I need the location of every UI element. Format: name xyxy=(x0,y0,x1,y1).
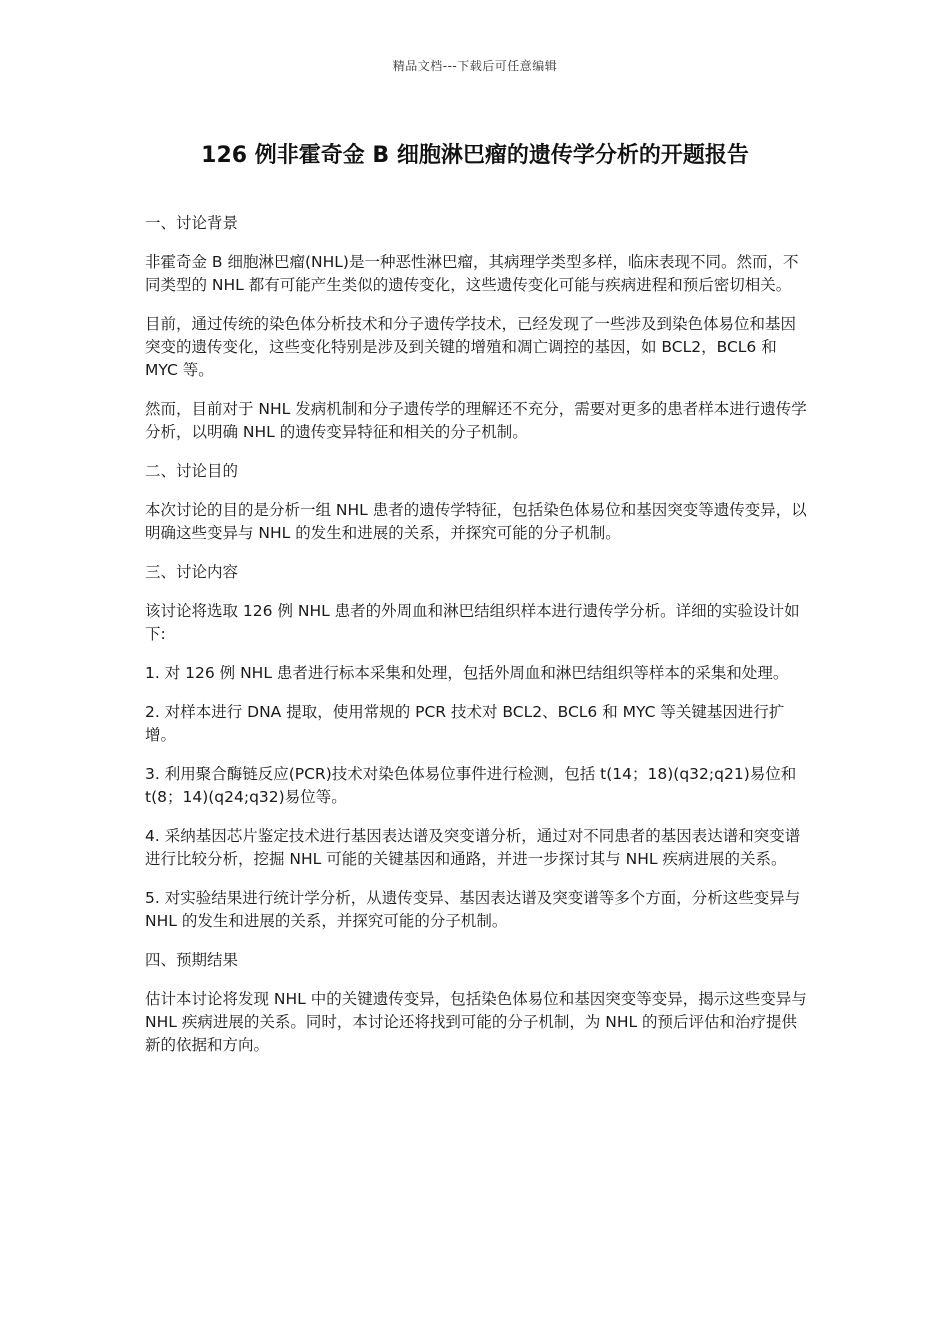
paragraph: 非霍奇金 B 细胞淋巴瘤(NHL)是一种恶性淋巴瘤，其病理学类型多样，临床表现不同。然而，不同类型的 NHL 都有可能产生类似的遗传变化，这些遗传变化可能与疾病进程和预后密切相关。 xyxy=(145,253,799,294)
paragraph: 本次讨论的目的是分析一组 NHL 患者的遗传学特征，包括染色体易位和基因突变等遗传变异，以明确这些变异与 NHL 的发生和进展的关系，并探究可能的分子机制。 xyxy=(145,501,807,542)
section-heading: 二、讨论目的 xyxy=(145,462,239,480)
section-heading: 一、讨论背景 xyxy=(145,214,239,232)
paragraph: 然而，目前对于 NHL 发病机制和分子遗传学的理解还不充分，需要对更多的患者样本进行遗传学分析，以明确 NHL 的遗传变异特征和相关的分子机制。 xyxy=(145,400,807,441)
section-background xyxy=(145,212,810,444)
paragraph: 该讨论将选取 126 例 NHL 患者的外周血和淋巴结组织样本进行遗传学分析。详细的实验设计如下: xyxy=(145,602,800,643)
section-heading: 三、讨论内容 xyxy=(145,563,239,581)
section-expected-results xyxy=(145,949,810,1057)
list-item: 1. 对 126 例 NHL 患者进行标本采集和处理，包括外周血和淋巴结组织等样本的采集和处理。 xyxy=(145,664,789,682)
section-content xyxy=(145,561,810,933)
section-heading: 四、预期结果 xyxy=(145,951,239,969)
list-item: 3. 利用聚合酶链反应(PCR)技术对染色体易位事件进行检测，包括 t(14；18)(q32;q21)易位和 t(8；14)(q24;q32)易位等。 xyxy=(145,765,797,806)
list-item: 4. 采纳基因芯片鉴定技术进行基因表达谱及突变谱分析，通过对不同患者的基因表达谱和突变谱进行比较分析，挖掘 NHL 可能的关键基因和通路，并进一步探讨其与 NHL 疾病进展的关系。 xyxy=(145,827,801,868)
list-item: 2. 对样本进行 DNA 提取，使用常规的 PCR 技术对 BCL2、BCL6 和 MYC 等关键基因进行扩增。 xyxy=(145,703,785,744)
list-item: 5. 对实验结果进行统计学分析，从遗传变异、基因表达谱及突变谱等多个方面，分析这些变异与 NHL 的发生和进展的关系，并探究可能的分子机制。 xyxy=(145,889,801,930)
paragraph: 估计本讨论将发现 NHL 中的关键遗传变异，包括染色体易位和基因突变等变异，揭示这些变异与 NHL 疾病进展的关系。同时，本讨论还将找到可能的分子机制，为 NHL 的预后评估和治疗提供新的依据和方向。 xyxy=(145,990,807,1054)
document-body xyxy=(145,212,810,1073)
paragraph: 目前，通过传统的染色体分析技术和分子遗传学技术，已经发现了一些涉及到染色体易位和基因突变的遗传变化，这些变化特别是涉及到关键的增殖和凋亡调控的基因，如 BCL2，BCL6 和 MYC 等。 xyxy=(145,315,797,379)
section-purpose xyxy=(145,460,810,545)
header-note: 精品文档---下载后可任意编辑 xyxy=(392,59,558,73)
document-title: 126 例非霍奇金 B 细胞淋巴瘤的遗传学分析的开题报告 xyxy=(201,143,749,168)
